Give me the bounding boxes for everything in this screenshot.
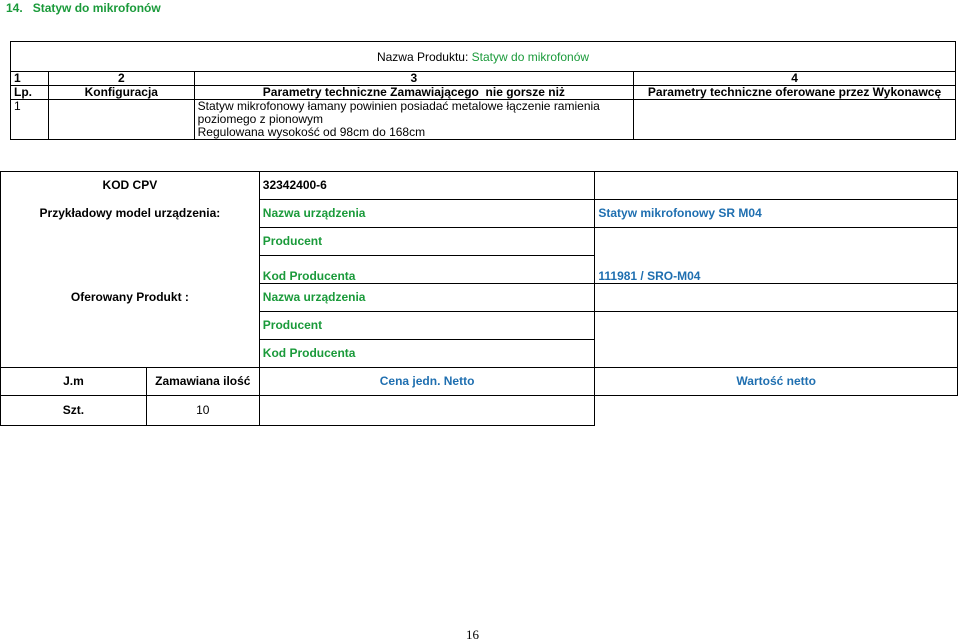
unit-label: J.m xyxy=(1,368,147,396)
header-params-contractor: Parametry techniczne oferowane przez Wykonawcę xyxy=(634,86,956,100)
param-line: poziomego z pionowym xyxy=(197,112,324,126)
product-name-label: Nazwa Produktu: xyxy=(376,50,469,64)
offered-producer-value xyxy=(595,312,958,340)
example-name-label: Nazwa urządzenia xyxy=(259,200,595,228)
row-params xyxy=(194,100,633,140)
value-label: Wartość netto xyxy=(595,368,958,396)
param-line: Regulowana wysokość od 98cm do 168cm xyxy=(197,125,426,139)
price-value xyxy=(259,396,595,426)
column-number-row xyxy=(11,72,956,86)
section-number: 14. xyxy=(6,1,23,15)
row-config xyxy=(48,100,194,140)
header-row xyxy=(11,86,956,100)
example-name-row xyxy=(1,200,958,228)
requirements-table xyxy=(10,41,956,140)
pricing-value-row xyxy=(1,396,958,426)
offered-name-value xyxy=(595,284,958,312)
pricing-header-row xyxy=(1,368,958,396)
column-number: 2 xyxy=(48,72,194,86)
offered-name-row xyxy=(1,284,958,312)
example-name-value: Statyw mikrofonowy SR M04 xyxy=(595,200,958,228)
header-params-buyer: Parametry techniczne Zamawiającego nie gorsze niż xyxy=(194,86,633,100)
qty-label: Zamawiana ilość xyxy=(146,368,259,396)
example-code-row xyxy=(1,256,958,284)
example-model-label: Przykładowy model urządzenia: xyxy=(1,200,260,228)
price-label: Cena jedn. Netto xyxy=(259,368,595,396)
example-code-label: Kod Producenta xyxy=(259,256,595,284)
unit-value: Szt. xyxy=(1,396,147,426)
column-number: 4 xyxy=(634,72,956,86)
offered-producer-row xyxy=(1,312,958,340)
offered-code-label: Kod Producenta xyxy=(259,340,595,368)
requirement-row xyxy=(11,100,956,140)
column-number: 1 xyxy=(11,72,49,86)
offered-code-value xyxy=(595,340,958,368)
section-title: Statyw do mikrofonów xyxy=(32,1,161,15)
row-lp: 1 xyxy=(11,100,49,140)
cpv-label: KOD CPV xyxy=(1,172,260,200)
product-info-table xyxy=(0,171,958,426)
offered-name-label: Nazwa urządzenia xyxy=(259,284,595,312)
example-code-value: 111981 / SRO-M04 xyxy=(595,256,958,284)
param-line: Statyw mikrofonowy łamany powinien posiadać metalowe łączenie ramienia xyxy=(197,99,600,113)
product-row xyxy=(11,42,956,72)
page-number: 16 xyxy=(466,627,479,642)
header-config: Konfiguracja xyxy=(48,86,194,100)
qty-value: 10 xyxy=(146,396,259,426)
example-producer-row xyxy=(1,228,958,256)
section-heading xyxy=(6,1,161,15)
offered-code-row xyxy=(1,340,958,368)
offered-label: Oferowany Produkt : xyxy=(1,284,260,312)
row-contractor-params xyxy=(634,100,956,140)
example-producer-label: Producent xyxy=(259,228,595,256)
header-lp: Lp. xyxy=(11,86,49,100)
column-number: 3 xyxy=(194,72,633,86)
product-name-value: Statyw do mikrofonów xyxy=(471,50,590,64)
cpv-value: 32342400-6 xyxy=(259,172,595,200)
offered-producer-label: Producent xyxy=(259,312,595,340)
cpv-row xyxy=(1,172,958,200)
